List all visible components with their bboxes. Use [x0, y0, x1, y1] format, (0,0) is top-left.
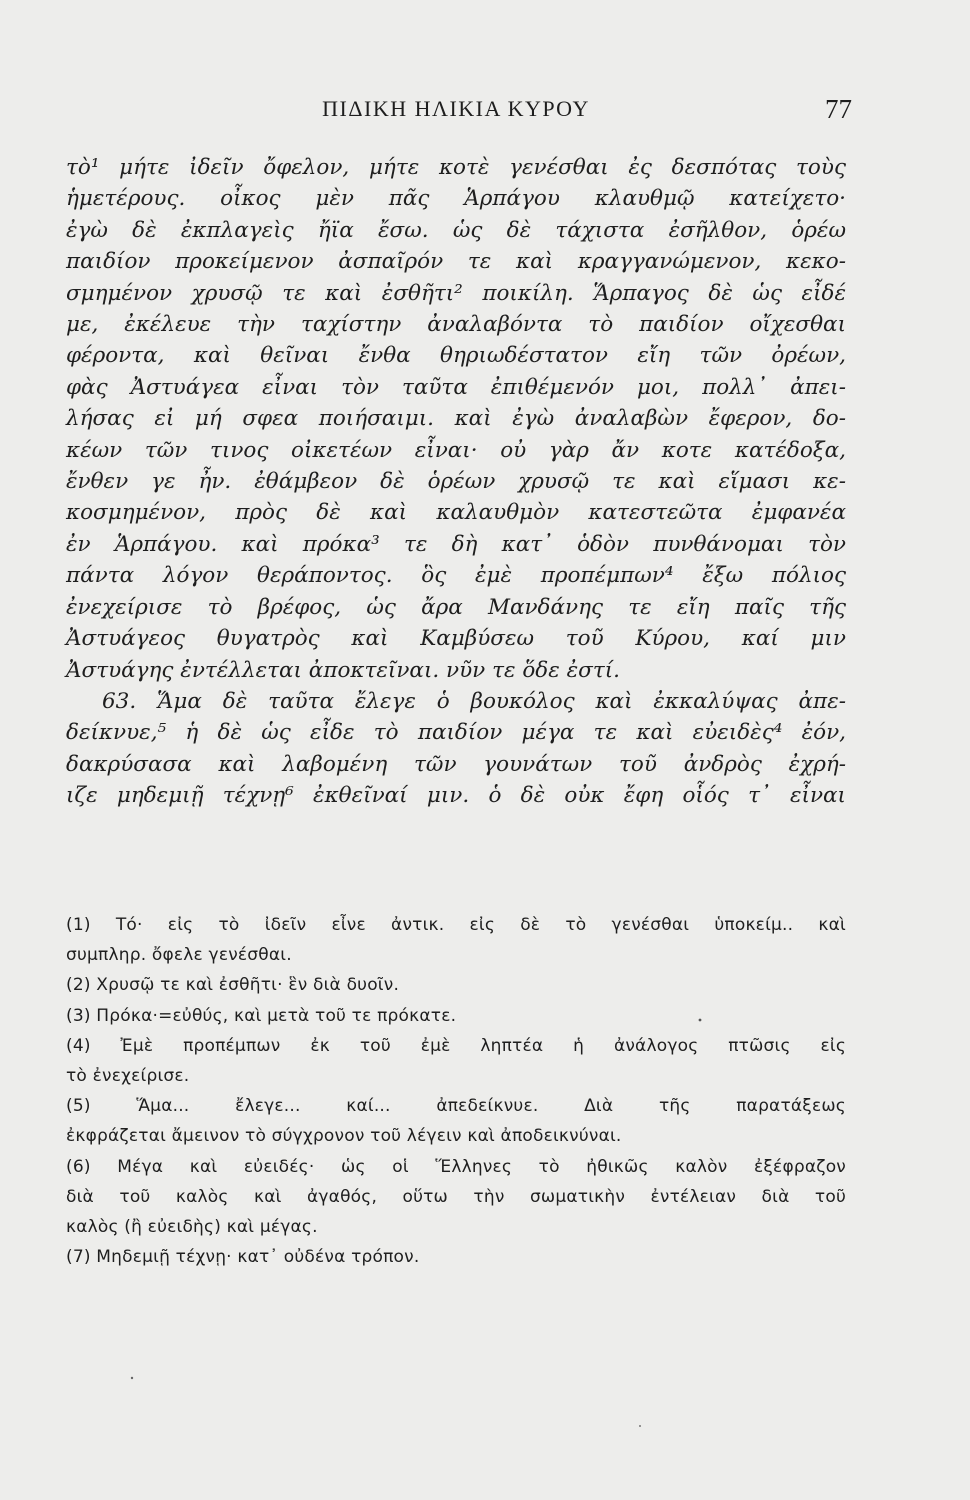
text-line: ἐν Ἁρπάγου. καὶ πρόκα³ τε δὴ κατ᾽ ὁδὸν πυνθάνομαι τὸν: [66, 531, 846, 557]
text-line: δακρύσασα καὶ λαβομένη τῶν γουνάτων τοῦ ἀνδρὸς ἐχρή-: [66, 751, 846, 777]
footnote-line: (2) Χρυσῷ τε καὶ ἐσθῆτι· ἓν διὰ δυοῖν.: [66, 975, 400, 996]
main-text: [66, 152, 846, 812]
text-line: πάντα λόγον θεράποντος. ὃς ἐμὲ προπέμπων⁴ ἔξω πόλιος: [66, 563, 846, 589]
page-header: [60, 96, 852, 136]
footnote-line: καλὸς (ἢ εὐειδὴς) καὶ μέγας.: [66, 1217, 318, 1238]
footnote-line: διὰ τοῦ καλὸς καὶ ἀγαθός, οὕτω τὴν σωματικὴν ἐντέλειαν διὰ τοῦ: [66, 1186, 846, 1207]
text-line: λήσας εἰ μή σφεα ποιήσαιμι. καὶ ἐγὼ ἀναλαβὼν ἔφερον, δο-: [66, 406, 846, 432]
footnote-line: (7) Μηδεμιῇ τέχνῃ· κατ᾽ οὐδένα τρόπον.: [66, 1247, 420, 1268]
page-number: 77: [825, 94, 852, 124]
text-line: δείκνυε,⁵ ἡ δὲ ὡς εἶδε τὸ παιδίον μέγα τε καὶ εὐειδὲς⁴ ἐόν,: [66, 720, 846, 746]
footnote-line: (5) Ἅμα... ἔλεγε... καί... ἀπεδείκνυε. Διὰ τῆς παρατάξεως: [66, 1096, 846, 1117]
text-line: κοσμημένον, πρὸς δὲ καὶ καλαυθμὸν κατεστεῶτα ἐμφανέα: [66, 500, 846, 526]
text-line: ἐγὼ δὲ ἐκπλαγεὶς ἤϊα ἔσω. ὡς δὲ τάχιστα ἐσῆλθον, ὁρέω: [66, 217, 846, 243]
text-line: Ἀστυάγης ἐντέλλεται ἀποκτεῖναι. νῦν τε ὅδε ἐστί.: [66, 657, 620, 683]
footnote-line: (6) Μέγα καὶ εὐειδές· ὡς οἱ Ἕλληνες τὸ ἠθικῶς καλὸν ἐξέφραζον: [66, 1156, 846, 1177]
footnote-line: συμπληρ. ὄφελε γενέσθαι.: [66, 945, 292, 966]
footnote-line: (3) Πρόκα·=εὐθύς, καὶ μετὰ τοῦ τε πρόκατε.: [66, 1005, 457, 1026]
text-line: ἔνθεν γε ἦν. ἐθάμβεον δὲ ὁρέων χρυσῷ τε καὶ εἵμασι κε-: [66, 469, 846, 495]
footnote-line: τὸ ἐνεχείρισε.: [66, 1066, 190, 1087]
footnotes: [66, 910, 846, 1272]
running-title: ΠΙΔΙΚΗ ΗΛΙΚΙΑ ΚΥΡΟΥ: [322, 96, 590, 121]
footnote-line: (1) Τό· εἰς τὸ ἰδεῖν εἶνε ἀντικ. εἰς δὲ τὸ γενέσθαι ὑποκείμ.. καὶ: [66, 915, 846, 935]
footnote-line: ἐκφράζεται ἄμεινον τὸ σύγχρονον τοῦ λέγειν καὶ ἀποδεικνύναι.: [66, 1126, 622, 1147]
text-line: με, ἐκέλευε τὴν ταχίστην ἀναλαβόντα τὸ παιδίον οἴχεσθαι: [66, 312, 846, 338]
text-line: σμημένον χρυσῷ τε καὶ ἐσθῆτι² ποικίλη. Ἅρπαγος δὲ ὡς εἶδέ: [66, 280, 846, 306]
text-line: τὸ¹ μήτε ἰδεῖν ὄφελον, μήτε κοτὲ γενέσθαι ἐς δεσπότας τοὺς: [66, 155, 846, 180]
footnote-line: (4) Ἐμὲ προπέμπων ἐκ τοῦ ἐμὲ ληπτέα ἡ ἀνάλογος πτῶσις εἰς: [66, 1035, 846, 1056]
text-line: ἐνεχείρισε τὸ βρέφος, ὡς ἄρα Μανδάνης τε εἴη παῖς τῆς: [66, 594, 846, 620]
text-line: 63. Ἅμα δὲ ταῦτα ἔλεγε ὁ βουκόλος καὶ ἐκκαλύψας ἀπε-: [102, 688, 846, 714]
text-line: φέροντα, καὶ θεῖναι ἔνθα θηριωδέστατον εἴη τῶν ὀρέων,: [66, 343, 846, 369]
text-line: Ἀστυάγεος θυγατρὸς καὶ Καμβύσεω τοῦ Κύρου, καί μιν: [66, 626, 846, 652]
text-line: παιδίον προκείμενον ἀσπαῖρόν τε καὶ κραγγανώμενον, κεκο-: [66, 249, 846, 275]
text-line: ιζε μηδεμιῇ τέχνῃ⁶ ἐκθεῖναί μιν. ὁ δὲ οὐκ ἔφη οἷός τ᾽ εἶναι: [66, 783, 846, 809]
text-line: φὰς Ἀστυάγεα εἶναι τὸν ταῦτα ἐπιθέμενόν μοι, πολλ᾽ ἀπει-: [66, 374, 846, 400]
ink-speck: [131, 1377, 133, 1379]
text-line: κέων τῶν τινος οἰκετέων εἶναι· οὐ γὰρ ἄν κοτε κατέδοξα,: [66, 437, 846, 463]
text-line: ἡμετέρους. οἶκος μὲν πᾶς Ἁρπάγου κλαυθμῷ κατείχετο·: [66, 186, 846, 212]
ink-speck: [639, 1425, 641, 1427]
